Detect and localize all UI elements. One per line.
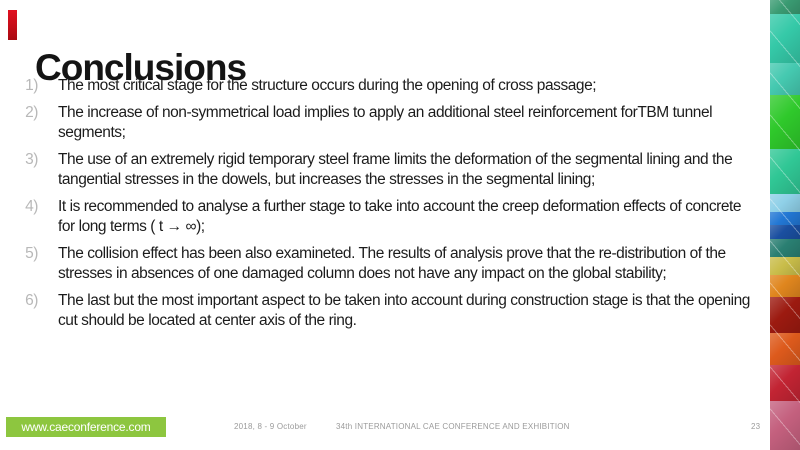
list-item-number: 2): [25, 103, 38, 121]
list-item-text: The last but the most important aspect to be taken into account during construction stage is that the opening cut should be located at center axis of the ring.: [58, 291, 750, 329]
list-item-number: 1): [25, 77, 38, 94]
mosaic-segment: [770, 401, 800, 450]
list-item: [0, 76, 760, 97]
mosaic-segment: [770, 239, 800, 257]
list-item-number: 3): [25, 150, 38, 168]
list-item-text: The collision effect has been also examineted. The results of analysis prove that the re-distribution of the stresses in absences of one damaged column does not have any impact on the global stability;: [58, 244, 726, 282]
list-item: [0, 244, 760, 285]
slide-title: Conclusions: [35, 46, 247, 88]
list-item-text: It is recommended to analyse a further stage to take into account the creep deformation effects of concrete for long terms ( t → ∞);: [58, 197, 742, 235]
decorative-mosaic-strip: [770, 0, 800, 450]
list-item: [0, 150, 760, 191]
mosaic-segment: [770, 194, 800, 212]
list-item-number: 6): [25, 291, 38, 309]
mosaic-segment: [770, 63, 800, 95]
list-item-text: The use of an extremely rigid temporary steel frame limits the deformation of the segmental lining and the tangential stresses in the dowels, but increases the stresses in the segmental lining;: [58, 150, 733, 188]
website-url: www.caeconference.com: [21, 420, 151, 434]
list-item-text: The increase of non-symmetrical load implies to apply an additional steel reinforcement forTBM tunnel segments;: [58, 103, 713, 141]
mosaic-segment: [770, 365, 800, 401]
list-item-text: The most critical stage for the structure occurs during the opening of cross passage;: [58, 77, 597, 94]
website-banner: [6, 417, 166, 437]
mosaic-segment: [770, 95, 800, 149]
conclusions-list: [0, 76, 760, 338]
list-item: [0, 197, 760, 238]
red-accent-bar: [8, 10, 17, 40]
list-item-number: 4): [25, 197, 38, 215]
mosaic-segment: [770, 0, 800, 14]
list-item-number: 5): [25, 244, 38, 262]
page-number: 23: [751, 422, 761, 431]
mosaic-segment: [770, 275, 800, 298]
mosaic-segment: [770, 297, 800, 333]
list-item: [0, 291, 760, 332]
mosaic-segment: [770, 257, 800, 275]
mosaic-segment: [770, 212, 800, 226]
mosaic-segment: [770, 333, 800, 365]
mosaic-segment: [770, 149, 800, 194]
footer-conference-name: 34th INTERNATIONAL CAE CONFERENCE AND EXHIBITION: [336, 422, 570, 431]
mosaic-segment: [770, 225, 800, 239]
list-item: [0, 103, 760, 144]
footer-date: 2018, 8 - 9 October: [234, 422, 307, 431]
mosaic-segment: [770, 14, 800, 64]
